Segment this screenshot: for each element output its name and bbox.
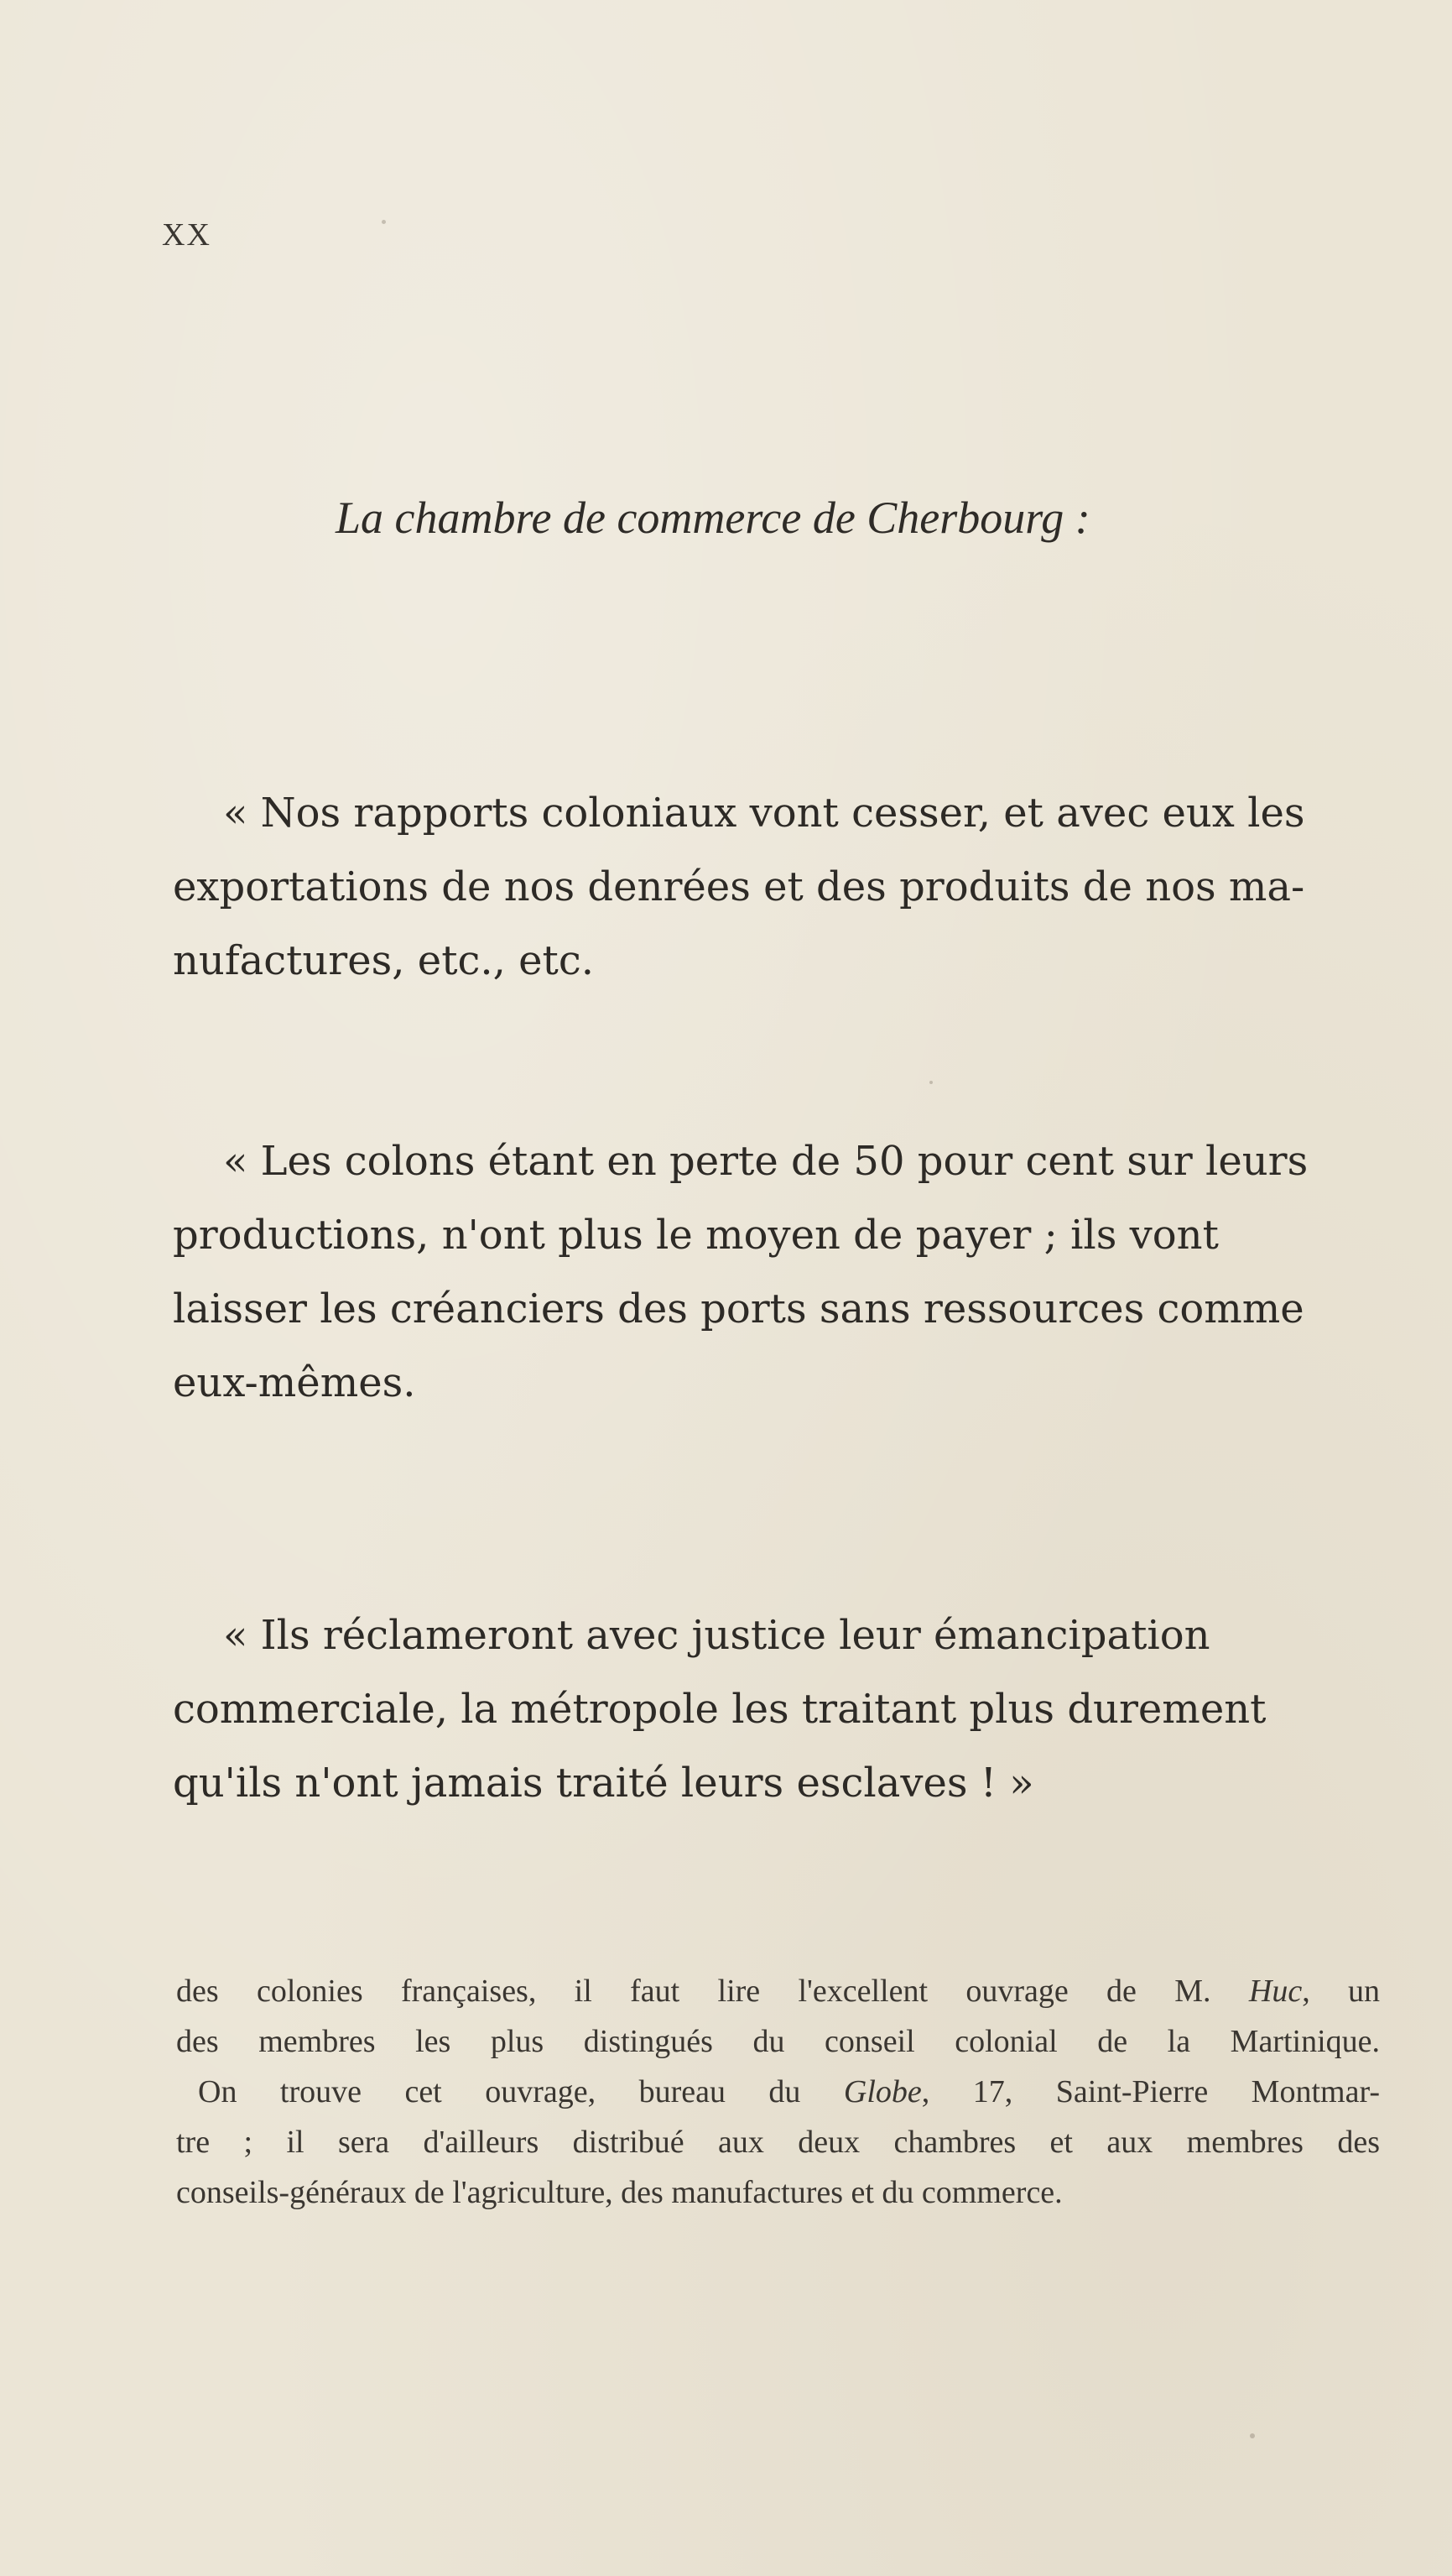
paragraph-line: « Nos rapports coloniaux vont cesser, et avec eux les [223, 790, 1305, 837]
footnote-line: des membres les plus distingués du conseil colonial de la Martinique. [176, 2024, 1380, 2059]
footnote-text: des colonies françaises, il faut lire l'excellent ouvrage de M. [176, 1974, 1249, 2009]
paragraph-line: nufactures, etc., etc. [173, 937, 594, 984]
paragraph-line: qu'ils n'ont jamais traité leurs esclaves ! » [173, 1760, 1034, 1807]
footnote-text: , un [1302, 1974, 1381, 2009]
paper-speck [929, 1081, 933, 1084]
footnote [176, 1966, 1380, 2218]
footnote-text: , 17, Saint-Pierre Montmar- [921, 2074, 1380, 2109]
footnote-text: On trouve cet ouvrage, bureau du [198, 2074, 844, 2109]
paragraph-line: « Ils réclameront avec justice leur émancipation [223, 1612, 1210, 1659]
paragraph-line: commerciale, la métropole les traitant plus durement [173, 1686, 1267, 1733]
quote-paragraph-1 [173, 776, 1381, 998]
paragraph-line: productions, n'ont plus le moyen de payer ; ils vont [173, 1212, 1219, 1259]
footnote-line: tre ; il sera d'ailleurs distribué aux deux chambres et aux membres des [176, 2125, 1380, 2160]
paper-speck [382, 220, 386, 224]
footnote-line: conseils-généraux de l'agriculture, des manufactures et du commerce. [176, 2175, 1063, 2210]
paragraph-line: exportations de nos denrées et des produits de nos ma- [173, 863, 1305, 910]
quote-paragraph-3 [173, 1598, 1381, 1820]
author-name: Huc [1248, 1974, 1303, 2009]
page-number: XX [162, 217, 211, 253]
publication-name: Globe [843, 2074, 922, 2109]
footnote-line [176, 2067, 1380, 2117]
footnote-line [176, 1966, 1380, 2016]
paragraph-line: « Les colons étant en perte de 50 pour cent sur leurs [223, 1138, 1309, 1185]
section-heading: La chambre de commerce de Cherbourg : [336, 493, 1090, 543]
quote-paragraph-2 [173, 1124, 1381, 1420]
paper-speck [1250, 2433, 1255, 2438]
paragraph-line: laisser les créanciers des ports sans ressources comme [173, 1285, 1304, 1332]
paragraph-line: eux-mêmes. [173, 1359, 416, 1406]
